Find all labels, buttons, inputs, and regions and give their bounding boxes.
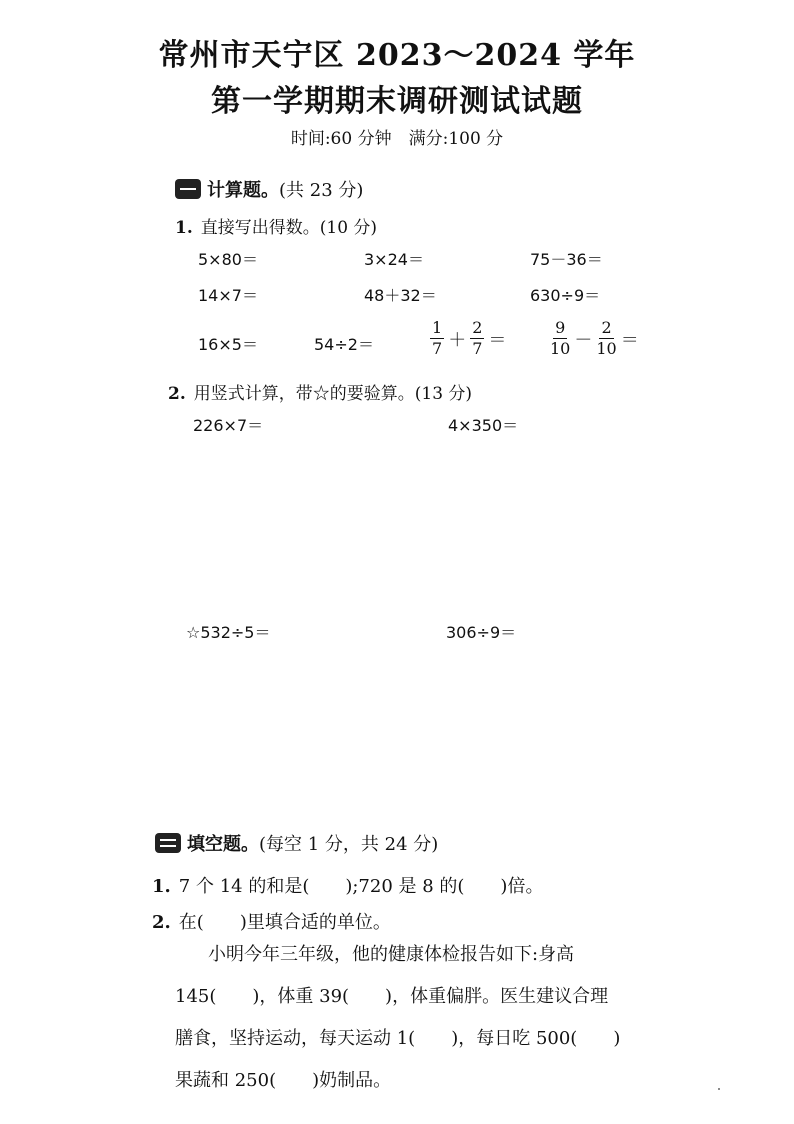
paragraph-line: 小明今年三年级，他的健康体检报告如下:身高 [208, 944, 575, 965]
exam-meta: 时间:60 分钟 满分:100 分 [290, 129, 504, 149]
oral-calc-item: 54÷2＝ [314, 335, 374, 354]
operator: － [574, 329, 593, 351]
section1-score: (共 23 分) [279, 180, 364, 201]
numerator: 2 [472, 318, 483, 337]
vertical-calc-item: ☆532÷5＝ [186, 623, 271, 642]
equals-sign: ＝ [488, 329, 507, 351]
question-number: 2. [152, 912, 171, 933]
question-1-1 [175, 213, 377, 238]
vertical-calc-item: 4×350＝ [448, 416, 519, 435]
equals-sign: ＝ [620, 329, 639, 351]
denominator: 7 [472, 339, 483, 358]
numerator: 2 [601, 318, 612, 337]
question-text: 直接写出得数。(10 分) [200, 218, 378, 238]
section2-heading [155, 830, 438, 856]
fraction-expression-2 [548, 318, 641, 359]
scan-speck [718, 1088, 720, 1090]
section2-score: (每空 1 分，共 24 分) [259, 834, 439, 855]
exam-title-line2: 第一学期期末调研测试试题 [211, 84, 583, 119]
section1-heading [175, 176, 363, 202]
fraction-expression-1 [428, 318, 508, 359]
question-number: 1. [175, 218, 193, 238]
denominator: 10 [596, 339, 617, 358]
question-1-2 [168, 379, 472, 404]
denominator: 7 [432, 339, 443, 358]
oral-calc-item: 5×80＝ [198, 250, 258, 269]
question-2-2 [152, 908, 391, 934]
numerator: 1 [432, 318, 443, 337]
oral-calc-item: 48＋32＝ [364, 286, 437, 305]
oral-calc-item: 75－36＝ [530, 250, 603, 269]
fraction [470, 318, 484, 359]
section1-title: 计算题。 [207, 180, 279, 201]
vertical-calc-item: 226×7＝ [193, 416, 264, 435]
question-2-1 [152, 872, 543, 898]
oral-calc-item: 3×24＝ [364, 250, 424, 269]
denominator: 10 [550, 339, 571, 358]
oral-calc-item: 14×7＝ [198, 286, 258, 305]
fraction [430, 318, 444, 359]
numerator: 9 [555, 318, 566, 337]
exam-title-line1: 常州市天宁区 2023～2024 学年 [158, 38, 636, 73]
question-text: 用竖式计算，带☆的要验算。(13 分) [193, 384, 473, 404]
question-text: 7 个 14 的和是( );720 是 8 的( )倍。 [178, 876, 544, 897]
section2-title: 填空题。 [187, 834, 259, 855]
fraction [596, 318, 616, 359]
oral-calc-item: 630÷9＝ [530, 286, 601, 305]
vertical-calc-item: 306÷9＝ [446, 623, 517, 642]
question-number: 2. [168, 384, 186, 404]
section-number-two-icon [155, 833, 181, 853]
operator: ＋ [448, 329, 467, 351]
paragraph-line: 膳食，坚持运动，每天运动 1( )，每日吃 500( ) [175, 1028, 621, 1049]
oral-calc-item: 16×5＝ [198, 335, 258, 354]
section-number-one-icon [175, 179, 201, 199]
fraction [550, 318, 570, 359]
paragraph-line: 果蔬和 250( )奶制品。 [175, 1070, 392, 1091]
question-number: 1. [152, 876, 171, 897]
paragraph-line: 145( )，体重 39( )，体重偏胖。医生建议合理 [175, 986, 609, 1007]
question-text: 在( )里填合适的单位。 [178, 912, 391, 933]
